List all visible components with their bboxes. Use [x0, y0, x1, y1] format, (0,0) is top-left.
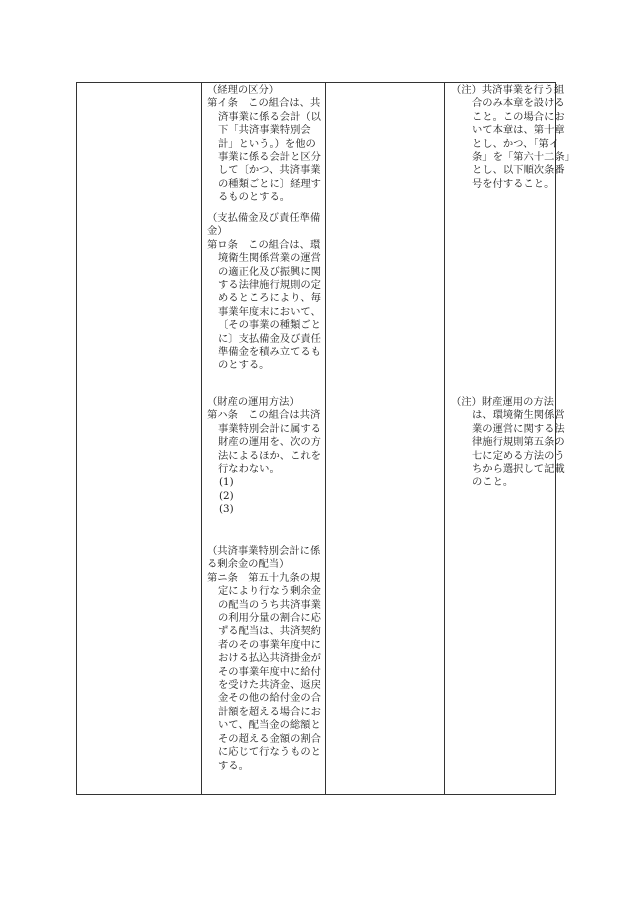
note-text: （注）財産運用の方法は、環境衛生関係営業の運営に関する法律施行規則第五条の七に定める方法のうちから選択して記載のこと。: [451, 396, 565, 489]
section-accounting-division: [207, 84, 325, 205]
article-text: 第ニ条 第五十九条の規定により行なう剰余金の配当のうち共済事業の利用分量の割合に応ずる配当は、共済契約者のその事業年度中における払込共済掛金がその事業年度中に給付を受けた共済金、返戻金その他の給付金の合計額を超える場合において、配当金の総額とその超える金額の割合に応じて行なうものとする。: [207, 571, 321, 772]
provisions-table: [76, 82, 570, 795]
article-text: 第ロ条 この組合は、環境衛生関係営業の運営の適正化及び振興に関する法律施行規則の定めるところにより、毎事業年度末において、〔その事業の種類ごとに〕支払備金及び責任準備金を積み立てるものとする。: [207, 238, 321, 372]
note-text: （注）共済事業を行う組合のみ本章を設けること。この場合において本章は、第十章とし、かつ、「第イ条」を「第六十二条」とし、以下順次条番号を付すること。: [451, 84, 570, 190]
list-item: (1): [219, 476, 234, 489]
article-text: 第イ条 この組合は、共済事業に係る会計（以下「共済事業特別会計」という。）を他の事業に係る会計と区分して〔かつ、共済事業の種類ごとに〕経理するものとする。: [207, 97, 321, 204]
column-divider: [325, 83, 326, 794]
articles-column: [207, 83, 325, 794]
section-asset-management: [207, 396, 325, 517]
section-reserves: [207, 212, 325, 373]
section-surplus-dividend: [207, 545, 325, 773]
section-heading: （支払備金及び責任準備金）: [207, 212, 321, 238]
section-heading: （共済事業特別会計に係る剰余金の配当）: [207, 545, 321, 571]
column-divider: [201, 83, 202, 794]
article-text: 第ハ条 この組合は共済事業特別会計に属する財産の運用を、次の方法によるほか、これを行なわない。: [207, 409, 321, 476]
section-heading: （財産の運用方法）: [207, 396, 300, 408]
notes-column: [451, 83, 570, 794]
list-item: (2): [219, 489, 234, 502]
column-divider: [444, 83, 445, 794]
section-heading: （経理の区分）: [207, 84, 280, 96]
item-list: [207, 476, 325, 516]
list-item: (3): [219, 503, 234, 516]
